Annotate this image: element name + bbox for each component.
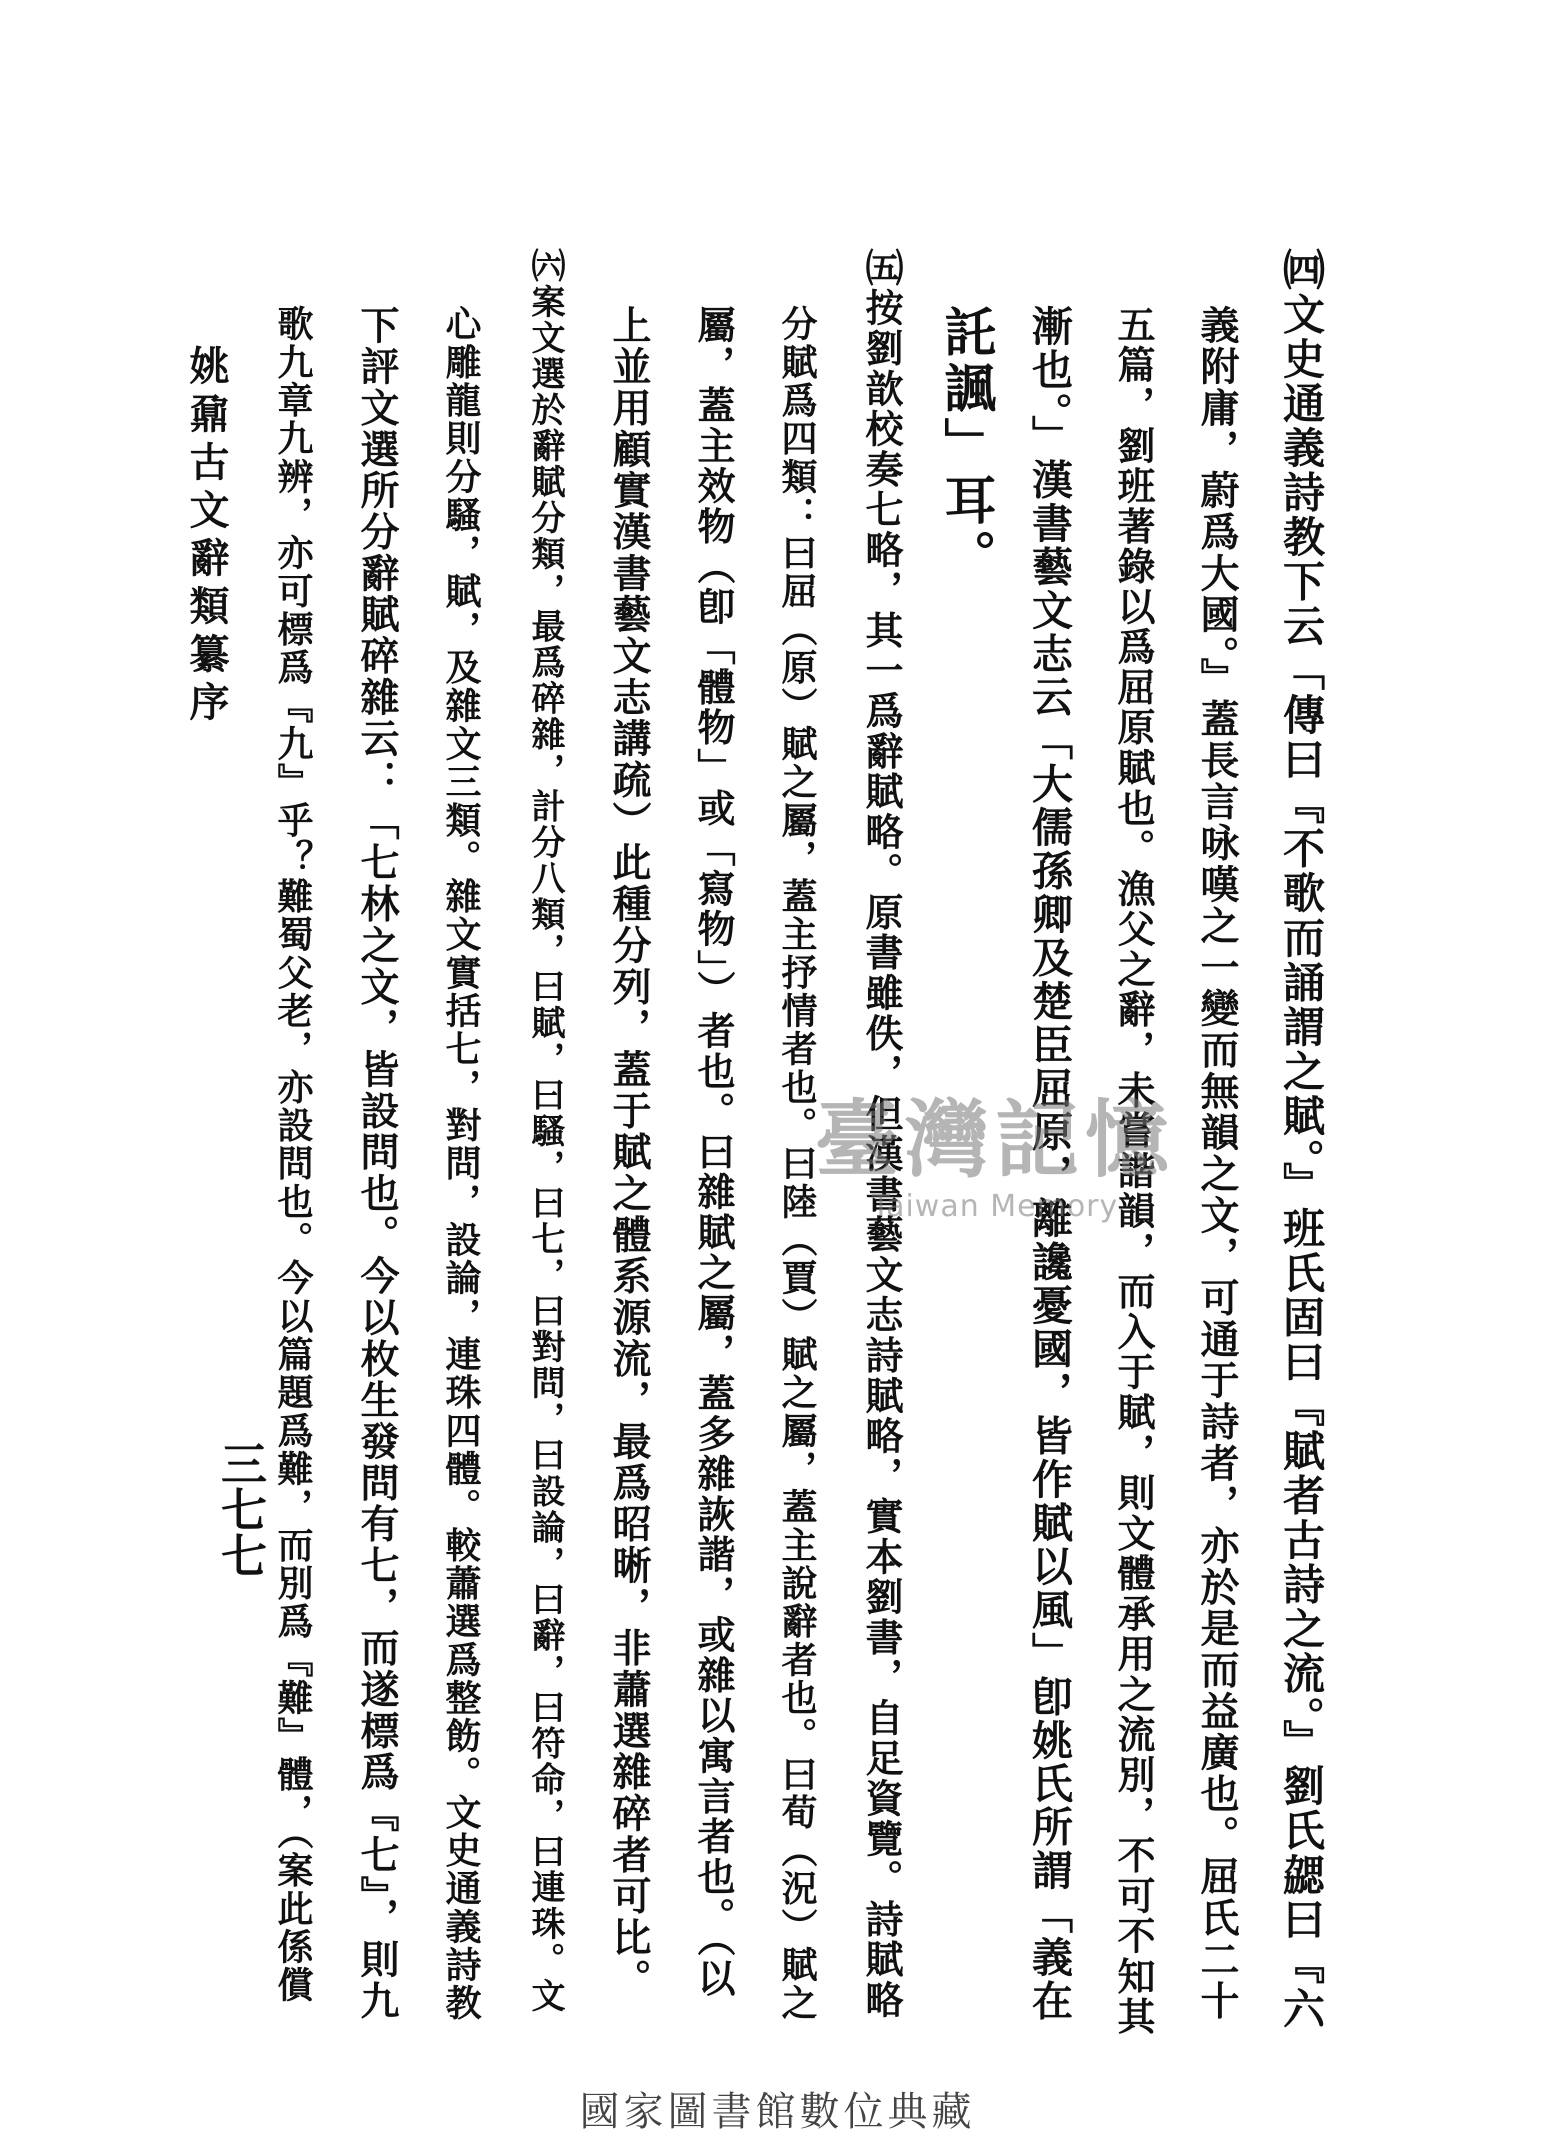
note-column: 義附庸，蔚爲大國。』蓋長言咏嘆之一變而無韻之文，可通于詩者，亦於是而益廣也。屈氏二十 [1194, 305, 1240, 2022]
note-column: 五篇，劉班著錄以爲屈原賦也。漁父之辭，未嘗諧韻，而入于賦，則文體承用之流別，不可不知其 [1111, 305, 1156, 2038]
note-column: 歌九章九辨，亦可標爲『九』乎？難蜀父老，亦設問也。今以篇題爲難，而別爲『難』體，（案此係償 [272, 305, 314, 2005]
note-column: 下評文選所分辭賦碎雜云：「七林之文，皆設問也。今以枚生發問有七，而遂標爲『七』，則九 [354, 305, 400, 2022]
note-column: 心雕龍則分騷，賦，及雜文三類。雜文實括七，對問，設論，連珠四體。較蕭選爲整飭。文史通義詩教 [440, 305, 482, 2023]
watermark-logo-text: 臺灣記憶 [814, 1090, 1175, 1189]
footer-credit: 國家圖書館數位典藏 [579, 2089, 976, 2135]
watermark-subtitle: Taiwan Memory [871, 1189, 1119, 1224]
note-column: 分賦爲四類：曰屈（原）賦之屬，蓋主抒情者也。曰陸（賈）賦之屬，蓋主說辭者也。曰荀（況）賦之 [776, 305, 818, 2023]
note-column: ㈥案文選於辭賦分類，最爲碎雜，計分八類，曰賦，曰騷，曰七，曰對問，曰設論，曰辭，曰符命，曰連珠。文 [525, 248, 565, 2014]
note-column: 漸也。」漢書藝文志云「大儒孫卿及楚臣屈原，離讒憂國，皆作賦以風」卽姚氏所謂「義在 [1025, 305, 1073, 2023]
note-column: 託諷」耳。 [935, 305, 996, 585]
watermark [760, 1090, 1230, 1240]
note-column: ㈣文史通義詩教下云「傳曰『不歌而誦謂之賦。』班氏固曰『賦者古詩之流。』劉氏勰曰『六 [1277, 248, 1326, 2032]
running-title: 姚鼐古文辭類纂序 [183, 345, 230, 729]
note-column: 上並用顧實漢書藝文志講疏）此種分列，蓋于賦之體系源流，最爲昭晰，非蕭選雜碎者可比。 [606, 305, 652, 2000]
note-column: 屬，蓋主效物（卽「體物」或「寫物」）者也。曰雜賦之屬，蓋多雜詼諧，或雜以寓言者也。（以 [691, 305, 736, 2000]
note-column: ㈤按劉歆校奏七略，其一爲辭賦略。原書雖佚，但漢書藝文志詩賦略，實本劉書，自足資覽。詩賦略 [859, 248, 904, 2021]
page-number: 三七七 [214, 1440, 268, 1578]
